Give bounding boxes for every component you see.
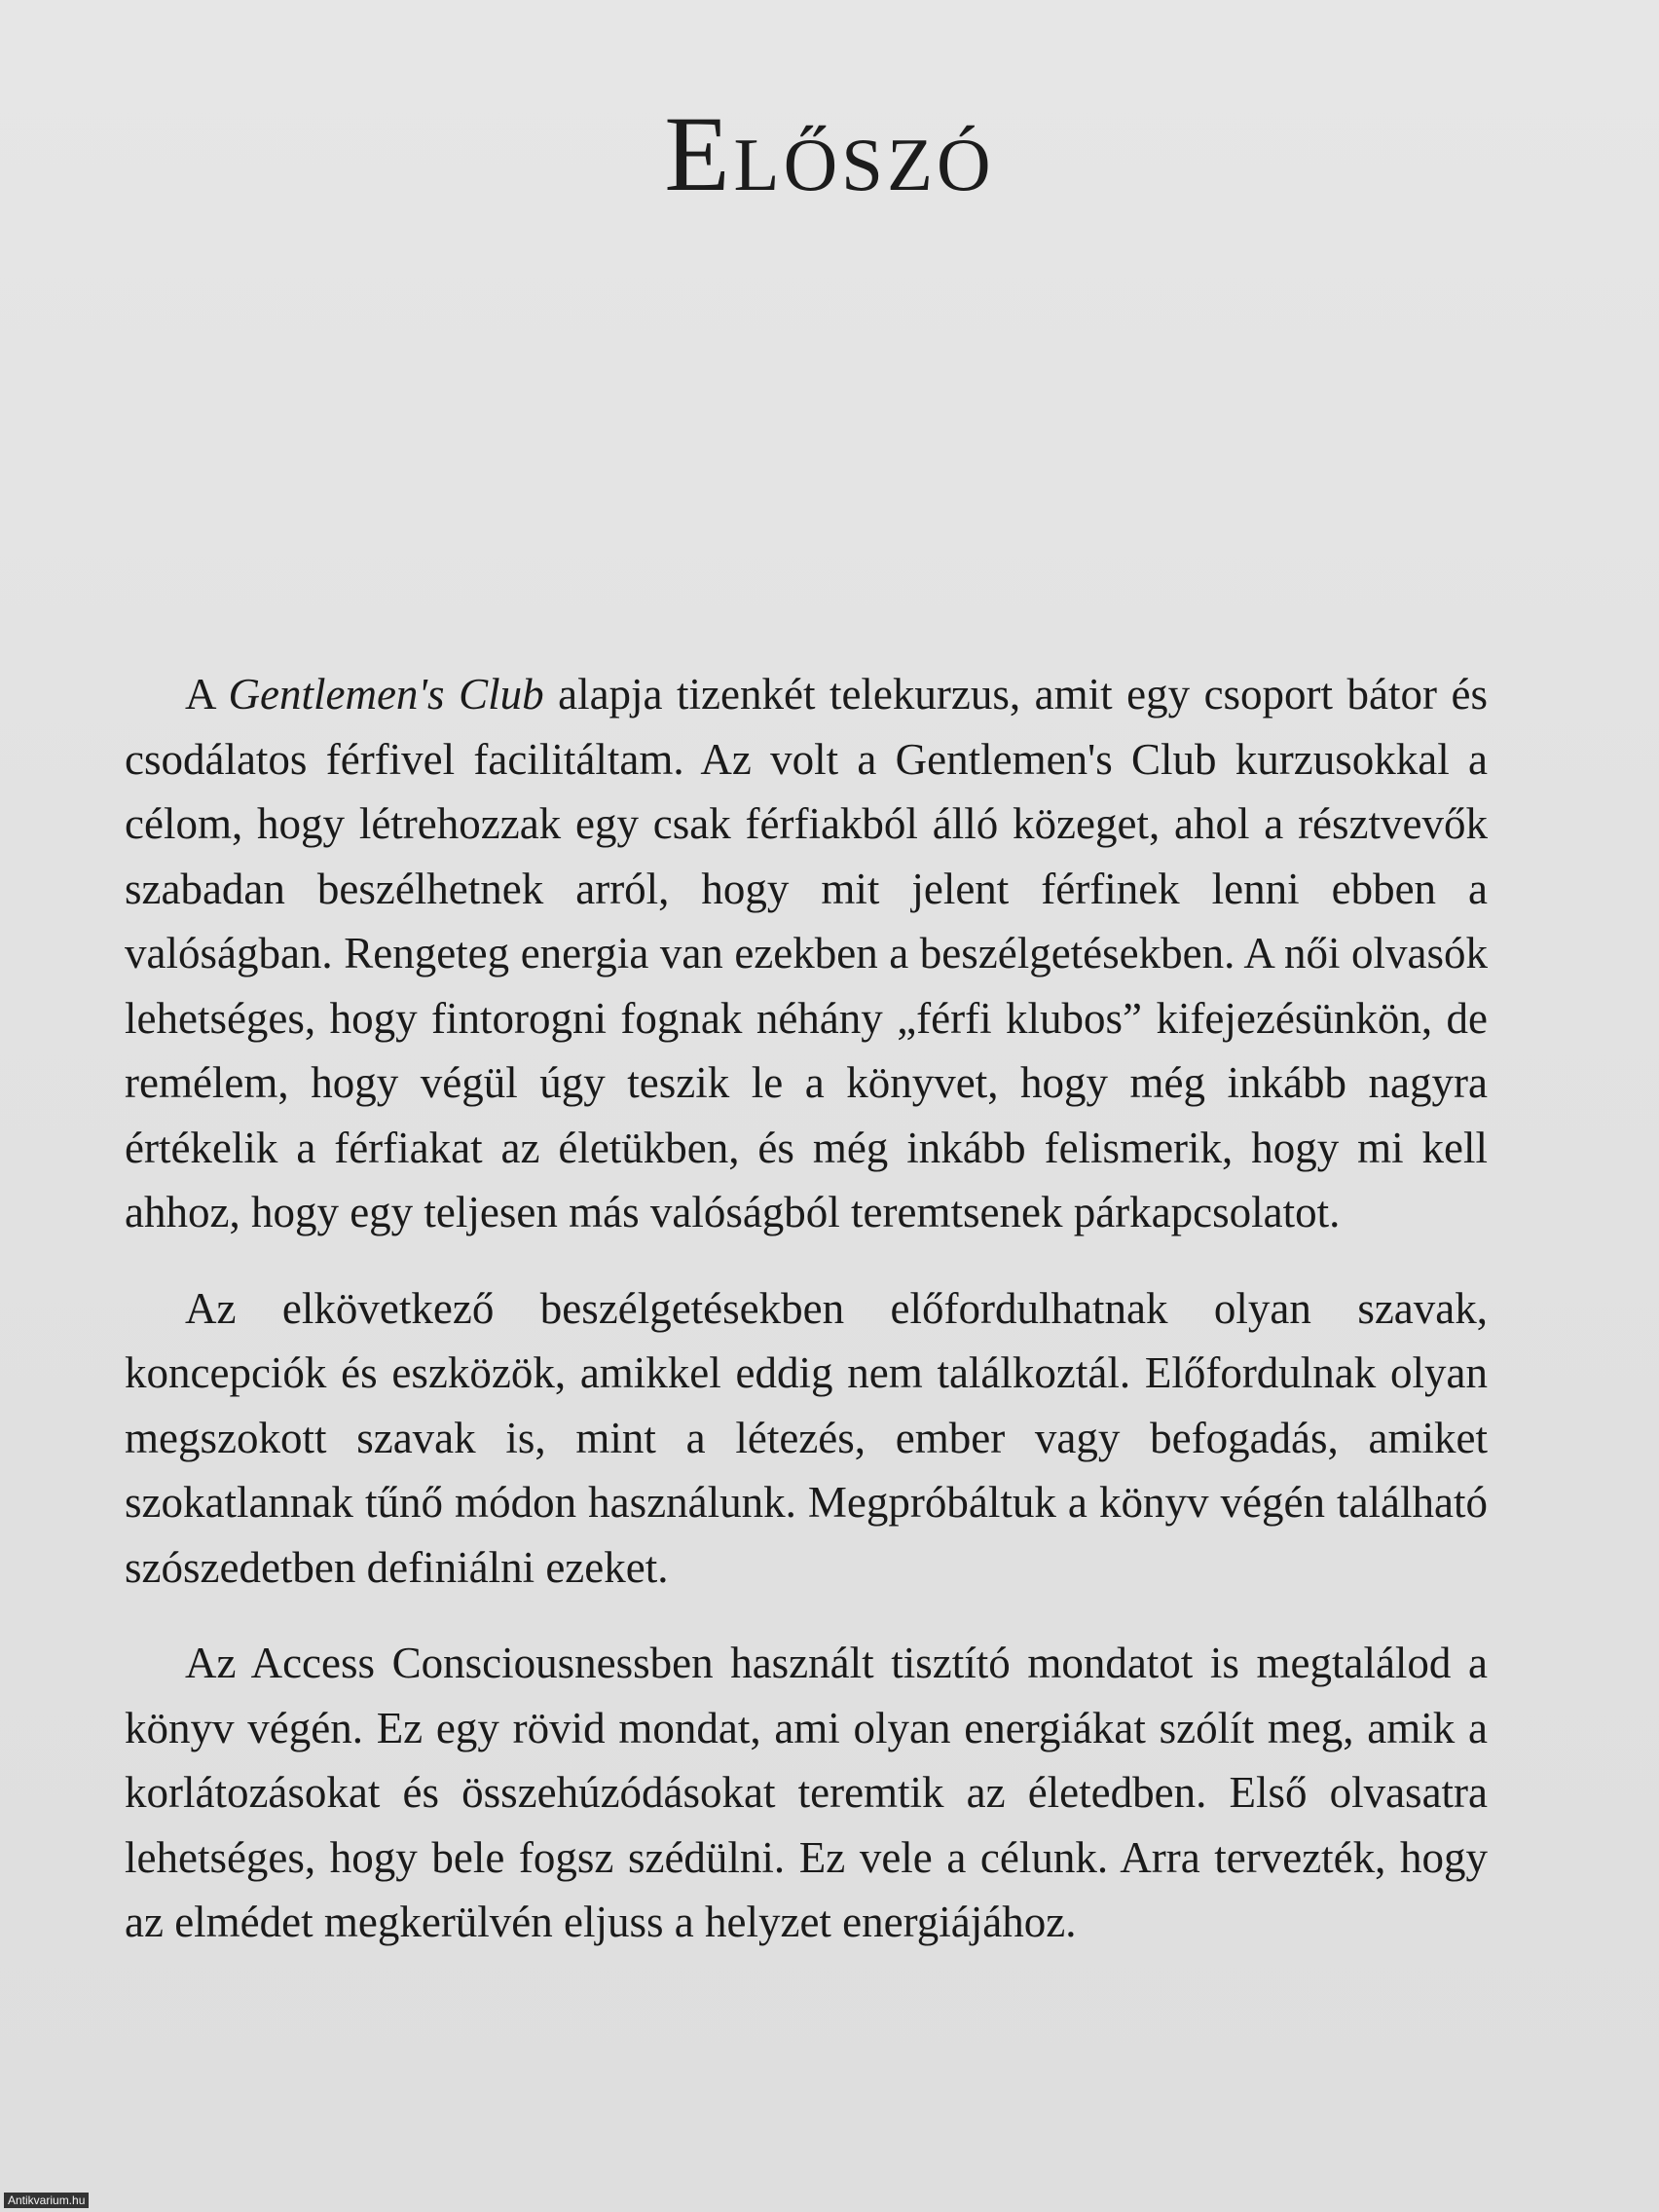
page-body [125,662,1488,1986]
page-title: Előszó [664,94,995,213]
paragraph-2: Az elkövetkező beszélgetésekben előfordulhatnak olyan szavak, koncepciók és eszközök, amikkel eddig nem találkoztál. Előfordulnak olyan megszokott szavak is, mint a létezés, ember vagy befogadás, amiket szokatlannak tűnő módon használunk. Megpróbáltuk a könyv végén található szószedetben definiálni ezeket. [125,1283,1488,1592]
paragraph-1-rest: alapja tizenkét telekurzus, amit egy csoport bátor és csodálatos férfivel facilitáltam. Az volt a Gentlemen's Club kurzusokkal a célom, hogy létrehozzak egy csak férfiakból álló közeget, ahol a résztvevők szabadan beszélhetnek arról, hogy mit jelent férfinek lenni ebben a valóságban. Rengeteg energia van ezekben a beszélgetésekben. A női olvasók lehetséges, hogy fintorogni fognak néhány „férfi klubos” kifejezésünkön, de remélem, hogy végül úgy teszik le a könyvet, hogy még inkább nagyra értékelik a férfiakat az életükben, és még inkább felismerik, hogy mi kell ahhoz, hogy egy teljesen más valóságból teremtsenek párkapcsolatot. [125,670,1488,1236]
paragraph-3: Az Access Consciousnessben használt tisztító mondatot is megtalálod a könyv végén. Ez egy rövid mondat, ami olyan energiákat szólít meg, amik a korlátozásokat és összehúzódásokat teremtik az életedben. Első olvasatra lehetséges, hogy bele fogsz szédülni. Ez vele a célunk. Arra tervezték, hogy az elmédet megkerülvén eljuss a helyzet energiájához. [125,1639,1488,1946]
paragraph-1-lead: A [185,670,229,719]
book-title-emphasis: Gentlemen's Club [228,670,544,719]
watermark-credit: Antikvarium.hu [4,2193,89,2208]
paragraph-1 [125,662,1488,1245]
bleed-through-text [112,0,1475,506]
